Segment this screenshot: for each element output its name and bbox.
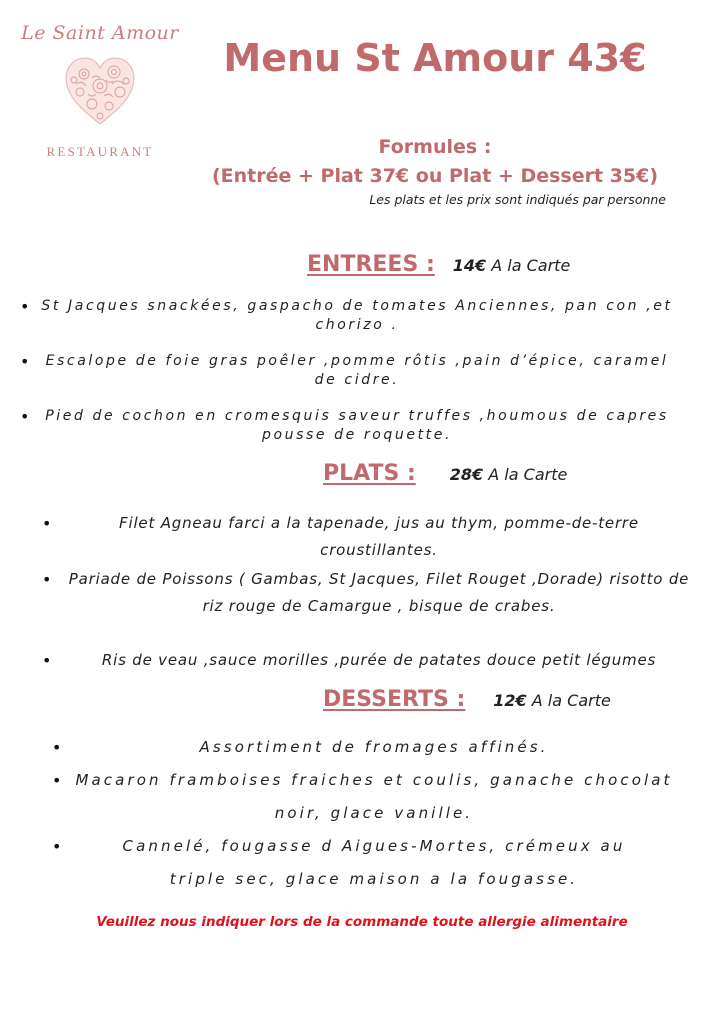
entrees-price — [453, 256, 571, 275]
logo-wordmark: RESTAURANT — [46, 144, 154, 159]
desserts-price-value: 12€ — [493, 691, 527, 710]
dessert-item-1: Assortiment de fromages affinés. — [199, 738, 549, 756]
list-item — [42, 566, 694, 620]
list-item — [20, 407, 674, 445]
allergy-notice: Veuillez nous indiquer lors de la commande toute allergie alimentaire — [96, 914, 628, 930]
bullet-icon: • — [42, 514, 53, 533]
formules-detail: (Entrée + Plat 37€ ou Plat + Dessert 35€) — [211, 165, 659, 187]
entrees-price-suffix: A la Carte — [486, 256, 571, 275]
price-note: Les plats et les prix sont indiqués par personne — [369, 192, 666, 207]
plat-item-2: Pariade de Poissons ( Gambas, St Jacques, Filet Rouget ,Dorade) risotto de riz rouge de Camargue , bisque de crabes. — [68, 570, 690, 615]
plat-item-3: Ris de veau ,sauce morilles ,purée de patates douce petit légumes — [101, 651, 657, 669]
list-item — [52, 764, 676, 830]
logo-script-text: Le Saint Amour — [21, 22, 179, 44]
plat-item-1: Filet Agneau farci a la tapenade, jus au thym, pomme-de-terre croustillantes. — [119, 514, 639, 559]
dessert-item-3: Cannelé, fougasse d Aigues-Mortes, crémeux au triple sec, glace maison a la fougasse. — [122, 837, 626, 888]
plats-price-value: 28€ — [449, 465, 484, 484]
desserts-price — [493, 691, 611, 710]
plats-list — [42, 510, 694, 674]
entrees-list — [20, 297, 674, 462]
list-item — [42, 510, 694, 564]
menu-title: Menu St Amour 43€ — [223, 36, 647, 80]
bullet-icon: • — [20, 352, 33, 371]
desserts-title: DESSERTS : — [323, 687, 466, 712]
plats-heading — [323, 461, 567, 486]
desserts-heading — [323, 687, 611, 712]
list-item — [20, 297, 674, 335]
dessert-item-2: Macaron framboises fraiches et coulis, ganache chocolat noir, glace vanille. — [75, 771, 673, 822]
formules-block — [200, 133, 670, 191]
restaurant-logo — [20, 22, 180, 160]
entree-item-1: St Jacques snackées, gaspacho de tomates Anciennes, pan con ,et chorizo . — [41, 298, 673, 333]
bullet-icon: • — [20, 407, 33, 426]
formules-label: Formules : — [378, 136, 492, 158]
bullet-icon: • — [52, 837, 65, 856]
bullet-icon: • — [52, 738, 65, 757]
list-item — [52, 830, 676, 896]
bullet-icon: • — [20, 297, 33, 316]
bullet-icon: • — [42, 570, 53, 589]
list-item — [52, 731, 676, 764]
plats-price — [450, 465, 568, 484]
entrees-heading — [307, 252, 570, 277]
bullet-icon: • — [42, 651, 53, 670]
list-item — [20, 352, 674, 390]
plats-title: PLATS : — [323, 461, 416, 486]
desserts-list — [52, 731, 676, 896]
bullet-icon: • — [52, 771, 65, 790]
plats-price-suffix: A la Carte — [483, 465, 568, 484]
entrees-price-value: 14€ — [452, 256, 487, 275]
heart-floral-icon — [62, 54, 138, 130]
entree-item-2: Escalope de foie gras poêler ,pomme rôtis ,pain d’épice, caramel de cidre. — [45, 353, 669, 388]
entree-item-3: Pied de cochon en cromesquis saveur truffes ,houmous de capres pousse de roquette. — [45, 408, 669, 443]
entrees-title: ENTREES : — [307, 252, 435, 277]
list-item — [42, 647, 694, 674]
desserts-price-suffix: A la Carte — [526, 691, 611, 710]
